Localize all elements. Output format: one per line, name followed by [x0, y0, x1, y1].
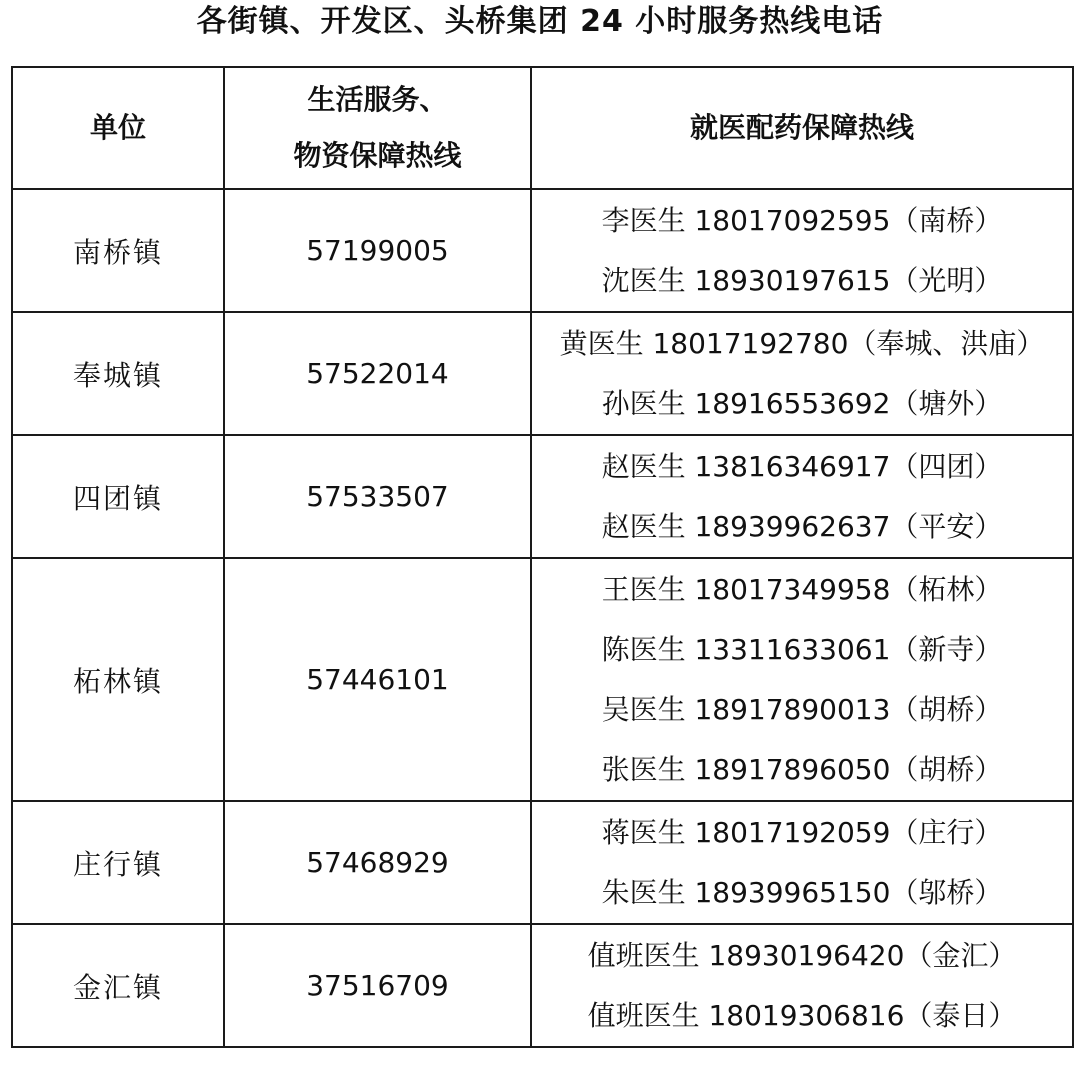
table-header-row — [12, 67, 1073, 189]
life-hotline-cell: 57446101 — [224, 558, 531, 801]
doctor-entry: 值班医生 18019306816（泰日） — [587, 998, 1017, 1032]
page-title: 各街镇、开发区、头桥集团 24 小时服务热线电话 — [196, 4, 884, 39]
unit-cell: 柘林镇 — [12, 558, 224, 801]
doctor-entry: 蒋医生 18017192059（庄行） — [601, 815, 1003, 849]
medical-hotline-cell — [531, 924, 1073, 1047]
table-row — [12, 924, 1073, 1047]
unit-cell: 南桥镇 — [12, 189, 224, 312]
doctor-entry: 张医生 18917896050（胡桥） — [601, 752, 1003, 786]
unit-cell: 金汇镇 — [12, 924, 224, 1047]
medical-hotline-cell — [531, 558, 1073, 801]
unit-cell: 奉城镇 — [12, 312, 224, 435]
life-hotline-cell: 57522014 — [224, 312, 531, 435]
doctor-entry: 赵医生 13816346917（四团） — [601, 449, 1003, 483]
doctor-entry: 孙医生 18916553692（塘外） — [601, 386, 1003, 420]
doctor-entry: 黄医生 18017192780（奉城、洪庙） — [559, 326, 1045, 360]
header-life-hotline — [224, 67, 531, 189]
table-row — [12, 801, 1073, 924]
medical-hotline-cell — [531, 189, 1073, 312]
unit-cell: 庄行镇 — [12, 801, 224, 924]
life-hotline-cell: 37516709 — [224, 924, 531, 1047]
doctor-entry: 值班医生 18930196420（金汇） — [587, 938, 1017, 972]
header-life-line1: 生活服务、 — [307, 83, 448, 116]
life-hotline-cell: 57468929 — [224, 801, 531, 924]
header-life-line2: 物资保障热线 — [293, 139, 462, 172]
medical-hotline-cell — [531, 312, 1073, 435]
header-medical-hotline: 就医配药保障热线 — [531, 67, 1073, 189]
doctor-entry: 王医生 18017349958（柘林） — [601, 572, 1003, 606]
table-row — [12, 435, 1073, 558]
doctor-entry: 沈医生 18930197615（光明） — [601, 263, 1003, 297]
medical-hotline-cell — [531, 801, 1073, 924]
hotline-table — [11, 66, 1074, 1048]
life-hotline-cell: 57533507 — [224, 435, 531, 558]
doctor-entry: 朱医生 18939965150（邬桥） — [601, 875, 1003, 909]
doctor-entry: 吴医生 18917890013（胡桥） — [601, 692, 1003, 726]
life-hotline-cell: 57199005 — [224, 189, 531, 312]
table-row — [12, 558, 1073, 801]
table-row — [12, 189, 1073, 312]
medical-hotline-cell — [531, 435, 1073, 558]
doctor-entry: 陈医生 13311633061（新寺） — [601, 632, 1003, 666]
doctor-entry: 李医生 18017092595（南桥） — [601, 203, 1003, 237]
unit-cell: 四团镇 — [12, 435, 224, 558]
doctor-entry: 赵医生 18939962637（平安） — [601, 509, 1003, 543]
header-unit: 单位 — [12, 67, 224, 189]
table-row — [12, 312, 1073, 435]
